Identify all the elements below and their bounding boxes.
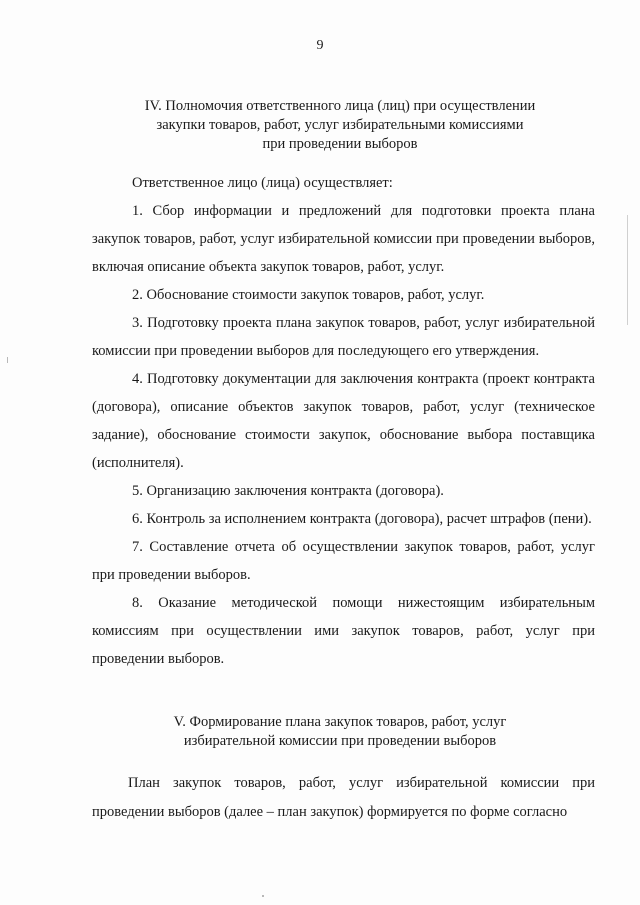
list-item: 2. Обоснование стоимости закупок товаров, работ, услуг. [132,287,485,303]
section-5-heading-line: V. Формирование плана закупок товаров, работ, услуг [173,714,507,730]
section-4-body [92,169,595,673]
list-item: 1. Сбор информации и предложений для подготовки проекта плана закупок товаров, работ, услуг избирательной комиссии при проведении выборов, включая описание объекта закупок товаров, работ, услуг. [92,203,595,275]
list-item: 3. Подготовку проекта плана закупок товаров, работ, услуг избирательной комиссии при проведении выборов для последующего его утверждения. [92,315,595,359]
section-4-intro: Ответственное лицо (лица) осуществляет: [132,175,393,191]
scan-dot [262,895,264,897]
list-item: 4. Подготовку документации для заключения контракта (проект контракта (договора), описание объектов закупок товаров, работ, услуг (техническое задание), обоснование стоимости закупок, обоснование выбора поставщика (исполнителя). [92,371,595,471]
scan-edge-line [627,215,628,325]
scan-mark [7,357,8,363]
list-item: 6. Контроль за исполнением контракта (договора), расчет штрафов (пени). [132,511,592,527]
section-5-paragraph: План закупок товаров, работ, услуг избирательной комиссии при проведении выборов (далее – план закупок) формируется по форме согласно [92,775,595,820]
section-4-heading-line: закупки товаров, работ, услуг избирательными комиссиями [156,117,524,133]
section-4-heading-line: IV. Полномочия ответственного лица (лиц) при осуществлении [144,98,536,114]
section-4-heading [90,97,590,154]
section-5-body [92,769,595,827]
section-5-heading [90,713,590,751]
list-item: 8. Оказание методической помощи нижестоящим избирательным комиссиям при осуществлении ими закупок товаров, работ, услуг при проведении выборов. [92,595,595,667]
section-5-heading-line: избирательной комиссии при проведении выборов [183,733,497,749]
page-number: 9 [316,38,324,53]
list-item: 5. Организацию заключения контракта (договора). [132,483,444,499]
list-item: 7. Составление отчета об осуществлении закупок товаров, работ, услуг при проведении выборов. [92,539,595,583]
section-4-heading-line: при проведении выборов [262,136,418,152]
